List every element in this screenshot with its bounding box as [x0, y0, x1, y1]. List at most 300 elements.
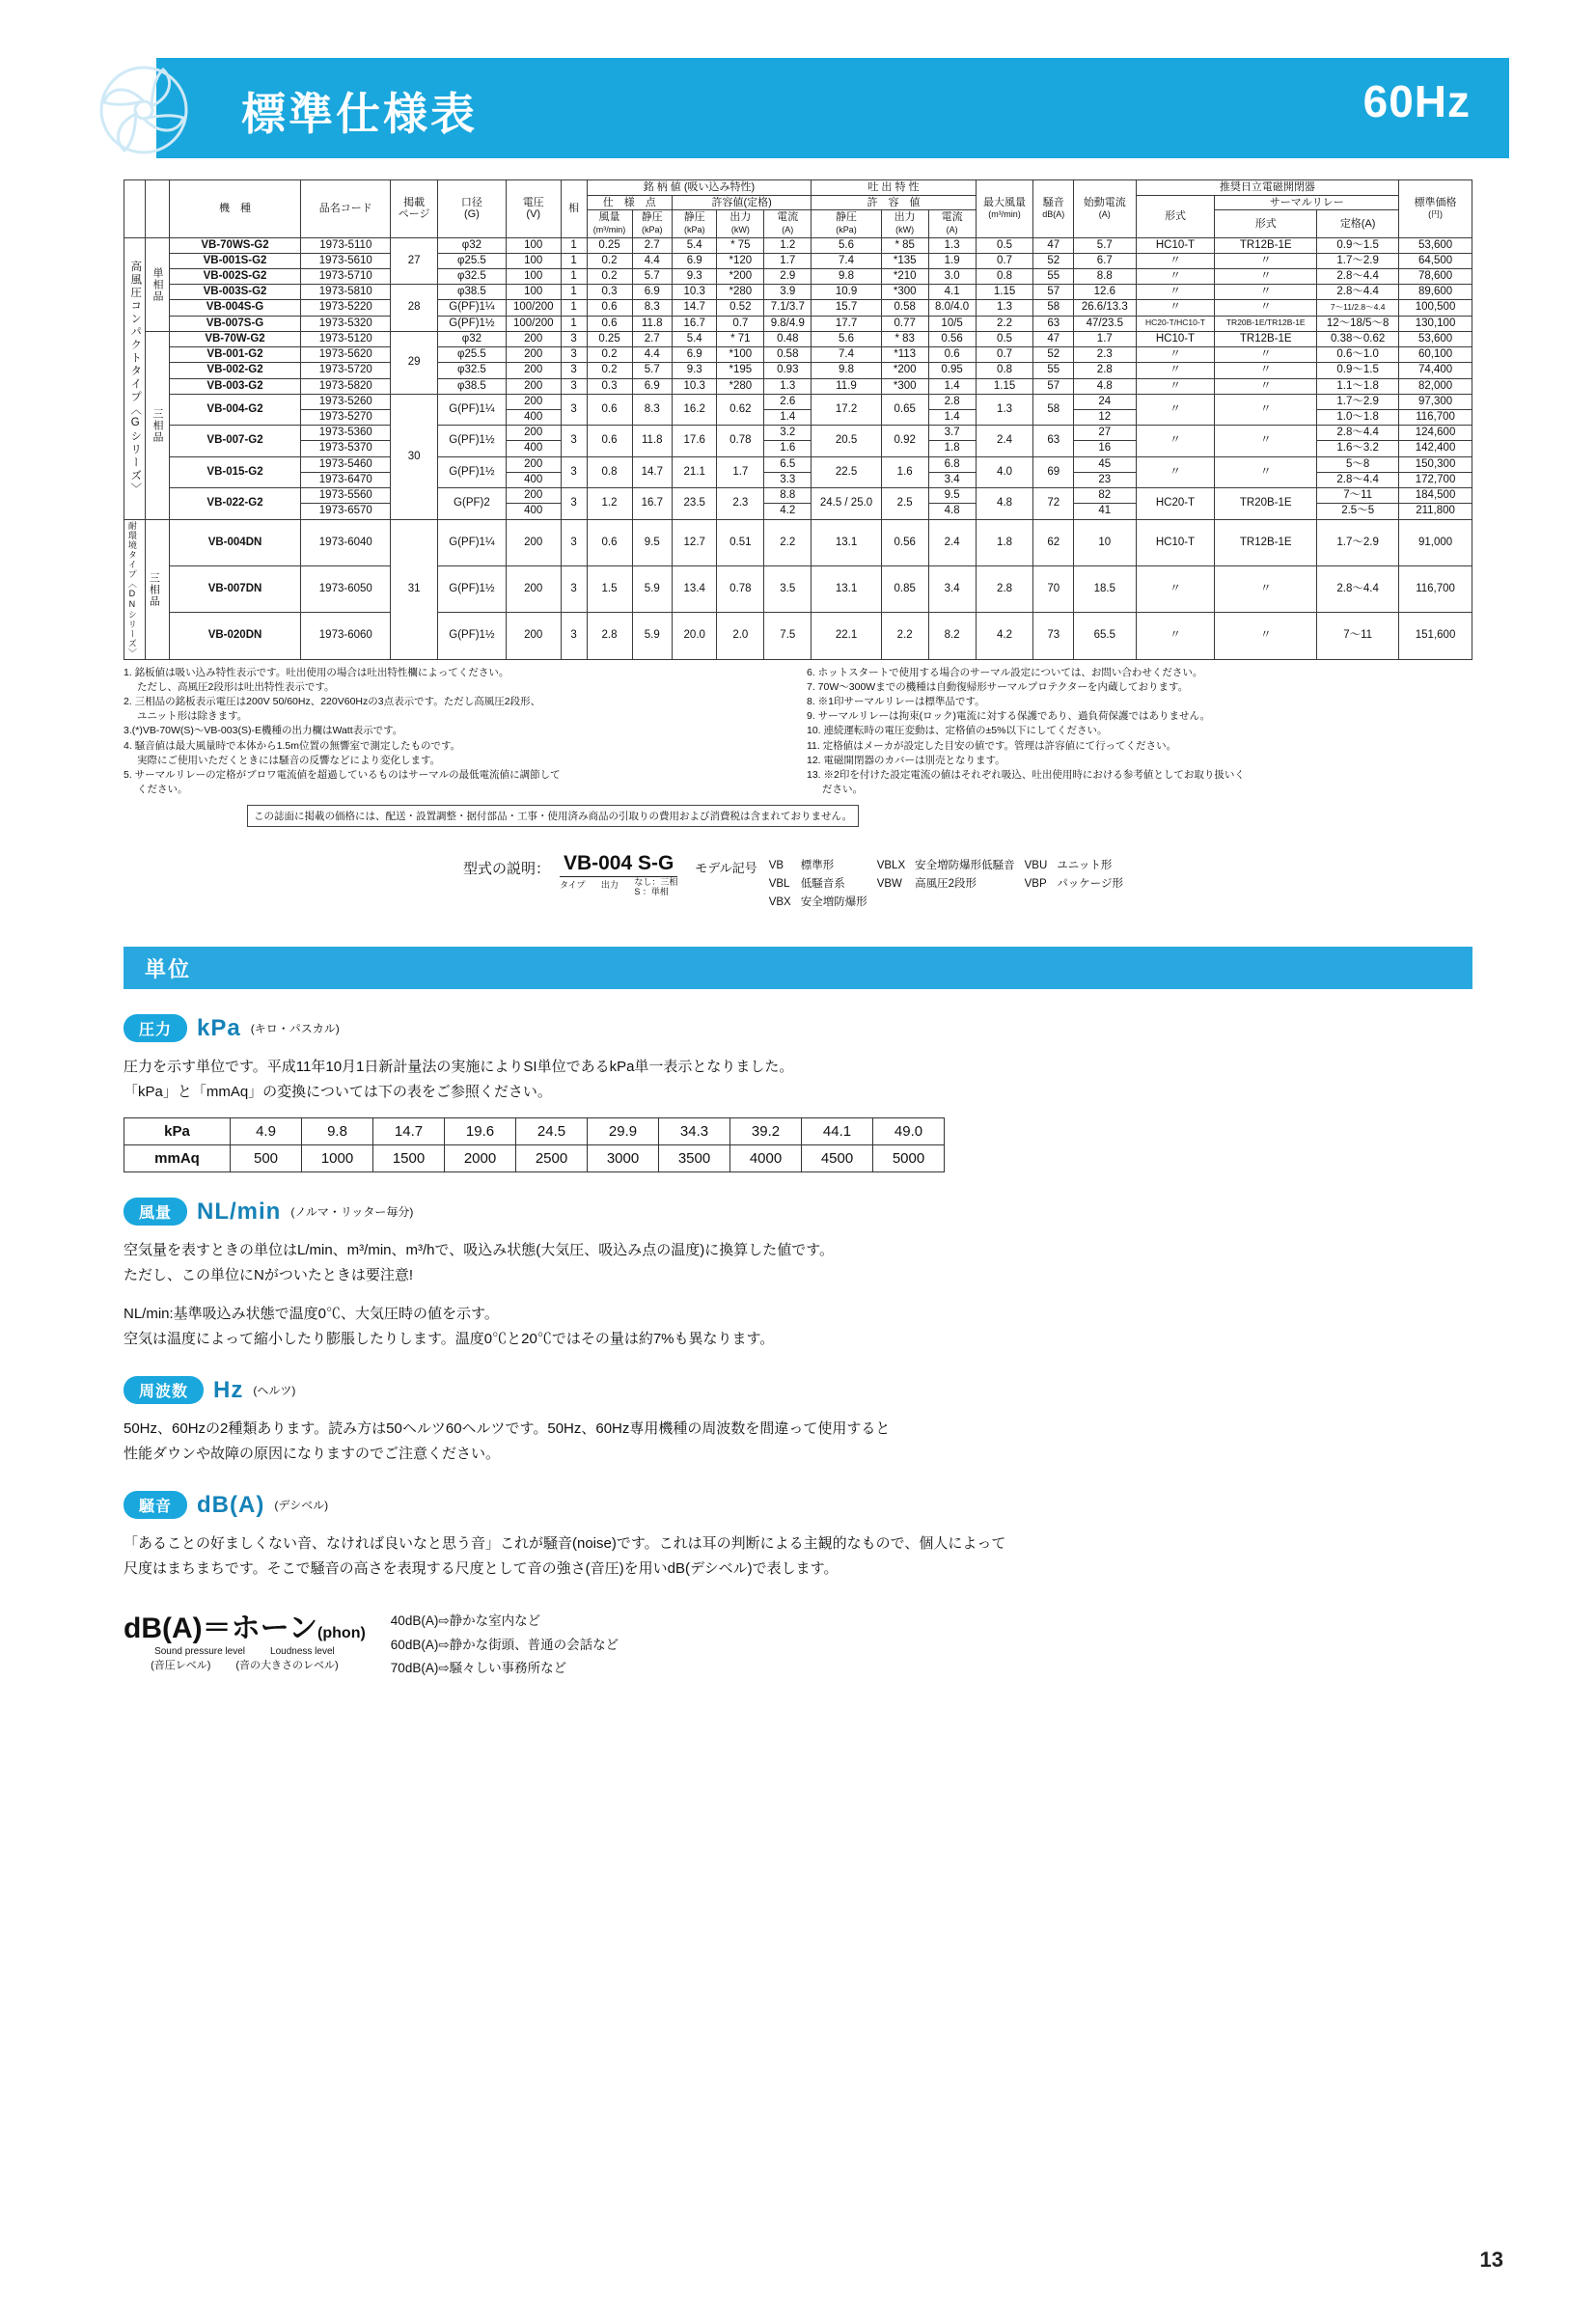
noise-formula-en — [124, 1646, 366, 1657]
cell-dis-press: 22.5 — [812, 456, 881, 487]
th-dis-power: 出力 (kW) — [881, 210, 928, 237]
cell-diameter: φ38.5 — [438, 285, 507, 300]
cell-startcurrent: 2.3 — [1073, 347, 1136, 363]
legend-desc: ユニット形 — [1057, 860, 1113, 872]
th-sou: 相 — [561, 180, 587, 238]
cell-startcurrent: 2.8 — [1073, 363, 1136, 378]
cell-dis-current: 3.7 — [928, 426, 976, 441]
note-line: 4. 騒音値は最大風量時で本体から1.5m位置の無響室で測定したものです。 — [124, 739, 461, 752]
cell-price: 60,100 — [1399, 347, 1472, 363]
notes-left — [124, 666, 789, 798]
cell-startcurrent: 24 — [1073, 394, 1136, 409]
cell-dis-current: 1.8 — [928, 441, 976, 456]
cell-thermal: 〃 — [1215, 285, 1317, 300]
cell-dis-current: 1.4 — [928, 378, 976, 394]
legend-code: VBL — [768, 878, 790, 891]
cell-startcurrent: 23 — [1073, 472, 1136, 487]
cell-current: 7.1/3.7 — [764, 300, 812, 316]
category-three-phase-dn: 三相品 — [146, 519, 169, 659]
cell-current: 0.93 — [764, 363, 812, 378]
cell-dis-current: 8.2 — [928, 613, 976, 659]
cell-maxflow: 2.8 — [976, 565, 1033, 612]
cell-phase: 3 — [561, 519, 587, 565]
cell-startcurrent: 26.6/13.3 — [1073, 300, 1136, 316]
cell-voltage: 200 — [506, 347, 561, 363]
cell-startcurrent: 5.7 — [1073, 237, 1136, 253]
cell-press1: 5.7 — [632, 269, 673, 285]
cell-thermal-rating: 1.6〜3.2 — [1317, 441, 1399, 456]
table-row — [124, 316, 1472, 331]
cell-breaker: HC10-T — [1136, 519, 1215, 565]
cell-dis-power: 0.56 — [881, 519, 928, 565]
cell-flow: 0.3 — [587, 285, 632, 300]
cell-code: 1973-5260 — [301, 394, 391, 409]
cell-diameter: φ32.5 — [438, 269, 507, 285]
note-line: 13. ※2印を付けた設定電流の値はそれぞれ吸込、吐出使用時における参考値としてお取り扱いく — [807, 769, 1245, 782]
table-row — [124, 300, 1472, 316]
table-row — [124, 456, 1472, 472]
cell-dis-press: 22.1 — [812, 613, 881, 659]
cell-diameter: G(PF)1¼ — [438, 394, 507, 425]
sound-pressure-level-en: Sound pressure level — [154, 1646, 246, 1658]
cell-maxflow: 4.0 — [976, 456, 1033, 487]
unit-section-band — [124, 947, 1472, 989]
cell-dis-power: 2.5 — [881, 488, 928, 519]
cell-model: VB-007S-G — [169, 316, 301, 331]
cell-startcurrent: 27 — [1073, 426, 1136, 441]
cell-press2: 5.4 — [673, 237, 717, 253]
legend-desc: 安全増防爆形 — [800, 896, 867, 908]
cell-noise: 52 — [1033, 347, 1074, 363]
cell-price: 130,100 — [1399, 316, 1472, 331]
legend-row — [769, 895, 1131, 911]
cell-dis-press: 17.7 — [812, 316, 881, 331]
cell-thermal: TR20B-1E/TR12B-1E — [1215, 316, 1317, 331]
pressure-text-2: 「kPa」と「mmAq」の変換については下の表をご参照ください。 — [124, 1084, 552, 1101]
cell-thermal-rating: 2.8〜4.4 — [1317, 472, 1399, 487]
th-hinban: 品名コード — [301, 180, 391, 238]
cell-current: 3.5 — [764, 565, 812, 612]
cell-breaker: HC20-T — [1136, 488, 1215, 519]
cell-diameter: G(PF)1½ — [438, 456, 507, 487]
frequency-pill: 周波数 — [124, 1376, 204, 1404]
cell-diameter: G(PF)1¼ — [438, 519, 507, 565]
cell-voltage: 100 — [506, 253, 561, 268]
cell-model: VB-004S-G — [169, 300, 301, 316]
table-row — [124, 613, 1472, 659]
cell-code: 1973-5620 — [301, 347, 391, 363]
cell-voltage: 200 — [506, 394, 561, 409]
cell-dis-press: 9.8 — [812, 269, 881, 285]
cell-phase: 3 — [561, 394, 587, 425]
model-code-phase: なし：三相 S ：単相 — [634, 877, 678, 896]
cell-price: 184,500 — [1399, 488, 1472, 504]
cell-dis-press: 11.9 — [812, 378, 881, 394]
cell-voltage: 200 — [506, 519, 561, 565]
table-row — [124, 331, 1472, 346]
cell-price: 74,400 — [1399, 363, 1472, 378]
cell-dis-press: 5.6 — [812, 237, 881, 253]
cell-flow: 0.6 — [587, 519, 632, 565]
table-row — [124, 237, 1472, 253]
note-line: 12. 電磁開閉器のカバーは別売となります。 — [807, 754, 1005, 766]
page-header — [87, 58, 1509, 158]
noise-formula-phon: (phon) — [317, 1625, 366, 1642]
model-marks-legend — [767, 852, 1133, 912]
conv-cell-kpa: 29.9 — [588, 1118, 659, 1145]
note-line: 10. 連続運転時の電圧変動は、定格値の±5%以下にしてください。 — [807, 725, 1108, 737]
cell-dis-power: * 85 — [881, 237, 928, 253]
cell-thermal-rating: 2.8〜4.4 — [1317, 426, 1399, 441]
cell-press2: 10.3 — [673, 378, 717, 394]
cell-power: 0.62 — [717, 394, 764, 425]
model-code-type: タイプ — [559, 880, 586, 891]
model-code-output: 出力 — [600, 880, 619, 891]
noise-subhead — [124, 1491, 1472, 1519]
conv-cell-kpa: 34.3 — [659, 1118, 730, 1145]
cell-thermal-rating: 2.8〜4.4 — [1317, 565, 1399, 612]
cell-voltage: 400 — [506, 472, 561, 487]
cell-startcurrent: 4.8 — [1073, 378, 1136, 394]
th-flow: 風量 (m³/min) — [587, 210, 632, 237]
flow-subhead — [124, 1198, 1472, 1226]
cell-dis-press: 15.7 — [812, 300, 881, 316]
cell-startcurrent: 1.7 — [1073, 331, 1136, 346]
pressure-subhead — [124, 1014, 1472, 1042]
cell-power: *280 — [717, 285, 764, 300]
cell-power: 1.7 — [717, 456, 764, 487]
cell-press2: 5.4 — [673, 331, 717, 346]
cell-current: 1.2 — [764, 237, 812, 253]
cell-thermal: 〃 — [1215, 394, 1317, 425]
cell-press2: 20.0 — [673, 613, 717, 659]
cell-flow: 0.2 — [587, 269, 632, 285]
cell-startcurrent: 12.6 — [1073, 285, 1136, 300]
th-maxflow: 最大風量 (m³/min) — [976, 180, 1033, 238]
cell-code: 1973-5270 — [301, 409, 391, 425]
cell-dis-current: 1.3 — [928, 237, 976, 253]
model-explanation — [124, 852, 1472, 912]
cell-noise: 69 — [1033, 456, 1074, 487]
cell-power: 0.51 — [717, 519, 764, 565]
cell-dis-current: 4.8 — [928, 504, 976, 519]
cell-noise: 62 — [1033, 519, 1074, 565]
cell-flow: 0.8 — [587, 456, 632, 487]
cell-phase: 1 — [561, 316, 587, 331]
legend-desc: 低騒音系 — [800, 878, 845, 891]
cell-press2: 16.2 — [673, 394, 717, 425]
cell-dis-press: 17.2 — [812, 394, 881, 425]
cell-power: 2.3 — [717, 488, 764, 519]
cell-voltage: 100 — [506, 285, 561, 300]
th-thermal: サーマルリレー — [1215, 195, 1399, 210]
th-breaker-type: 形式 — [1136, 195, 1215, 237]
cell-dis-current: 0.95 — [928, 363, 976, 378]
table-row — [124, 285, 1472, 300]
cell-diameter: G(PF)1½ — [438, 565, 507, 612]
cell-noise: 47 — [1033, 237, 1074, 253]
noise-examples — [391, 1604, 619, 1680]
noise-pill: 騒音 — [124, 1491, 187, 1519]
pressure-unit-reading: (キロ・パスカル) — [250, 1022, 340, 1036]
cell-breaker: HC20-T/HC10-T — [1136, 316, 1215, 331]
cell-voltage: 100/200 — [506, 300, 561, 316]
cell-voltage: 200 — [506, 613, 561, 659]
cell-press2: 6.9 — [673, 253, 717, 268]
cell-thermal: 〃 — [1215, 378, 1317, 394]
cell-press2: 6.9 — [673, 347, 717, 363]
cell-price: 91,000 — [1399, 519, 1472, 565]
sound-pressure-level-jp: (音圧レベル) — [151, 1660, 211, 1672]
loudness-level-jp: (音の大きさのレベル) — [235, 1660, 339, 1672]
cell-current: 0.48 — [764, 331, 812, 346]
cell-diameter: φ25.5 — [438, 347, 507, 363]
cell-code: 1973-5720 — [301, 363, 391, 378]
th-noise: 騒音 dB(A) — [1033, 180, 1074, 238]
cell-flow: 0.2 — [587, 363, 632, 378]
fan-icon — [87, 64, 201, 156]
cell-flow: 0.6 — [587, 394, 632, 425]
cell-thermal-rating: 2.5〜5 — [1317, 504, 1399, 519]
cell-voltage: 100/200 — [506, 316, 561, 331]
cell-price: 116,700 — [1399, 409, 1472, 425]
cell-voltage: 200 — [506, 378, 561, 394]
cell-price: 97,300 — [1399, 394, 1472, 409]
cell-current: 1.4 — [764, 409, 812, 425]
table-row — [124, 269, 1472, 285]
conv-cell-kpa: 49.0 — [873, 1118, 945, 1145]
cell-diameter: φ32 — [438, 237, 507, 253]
cell-maxflow: 0.8 — [976, 363, 1033, 378]
cell-phase: 3 — [561, 378, 587, 394]
cell-dis-current: 0.56 — [928, 331, 976, 346]
cell-breaker: 〃 — [1136, 269, 1215, 285]
cell-flow: 1.2 — [587, 488, 632, 519]
conv-label-kpa: kPa — [124, 1118, 231, 1145]
cell-press2: 17.6 — [673, 426, 717, 456]
cell-model: VB-022-G2 — [169, 488, 301, 519]
cell-current: 1.3 — [764, 378, 812, 394]
cell-diameter: G(PF)1½ — [438, 316, 507, 331]
th-power: 出力 (kW) — [717, 210, 764, 237]
cell-startcurrent: 18.5 — [1073, 565, 1136, 612]
cell-price: 78,600 — [1399, 269, 1472, 285]
cell-phase: 3 — [561, 488, 587, 519]
cell-code: 1973-5220 — [301, 300, 391, 316]
noise-unit: dB(A) — [197, 1491, 265, 1518]
cell-power: 0.7 — [717, 316, 764, 331]
cell-maxflow: 0.5 — [976, 331, 1033, 346]
frequency-unit-reading: (ヘルツ) — [253, 1384, 296, 1398]
cell-thermal: 〃 — [1215, 426, 1317, 456]
cell-press2: 9.3 — [673, 269, 717, 285]
cell-code: 1973-5820 — [301, 378, 391, 394]
cell-current: 2.6 — [764, 394, 812, 409]
legend-desc: 標準形 — [800, 860, 835, 872]
cell-voltage: 200 — [506, 565, 561, 612]
cell-thermal-rating: 2.8〜4.4 — [1317, 269, 1399, 285]
flow-text-3: NL/min:基準吸込み状態で温度0℃、大気圧時の値を示す。 — [124, 1306, 499, 1323]
cell-price: 100,500 — [1399, 300, 1472, 316]
cell-press1: 5.9 — [632, 613, 673, 659]
spec-table-wrap — [124, 179, 1472, 660]
cell-dis-press: 10.9 — [812, 285, 881, 300]
cell-code: 1973-5120 — [301, 331, 391, 346]
cell-dis-current: 3.4 — [928, 565, 976, 612]
cell-power: 0.52 — [717, 300, 764, 316]
cell-phase: 1 — [561, 237, 587, 253]
cell-thermal-rating: 1.7〜2.9 — [1317, 253, 1399, 268]
cell-press1: 2.7 — [632, 237, 673, 253]
cell-thermal-rating: 7〜11 — [1317, 613, 1399, 659]
th-kishu: 機 種 — [169, 180, 301, 238]
price-disclaimer-wrap — [124, 801, 1472, 827]
cell-press1: 16.7 — [632, 488, 673, 519]
conv-cell-mmaq: 3500 — [659, 1145, 730, 1172]
th-shiyoten: 仕 様 点 — [587, 195, 673, 210]
table-row — [124, 363, 1472, 378]
cell-maxflow: 0.7 — [976, 253, 1033, 268]
cell-thermal-rating: 7〜11/2.8〜4.4 — [1317, 300, 1399, 316]
model-marks-label: モデル記号 — [695, 861, 757, 876]
cell-dis-press: 7.4 — [812, 253, 881, 268]
cell-maxflow: 1.15 — [976, 285, 1033, 300]
table-row — [124, 565, 1472, 612]
model-code-example: VB-004 S-G — [560, 852, 677, 877]
note-line: 実際にご使用いただくときには騒音の反響などにより変化します。 — [137, 754, 441, 766]
cell-thermal: 〃 — [1215, 565, 1317, 612]
cell-noise: 55 — [1033, 269, 1074, 285]
cell-dis-press: 7.4 — [812, 347, 881, 363]
cell-thermal: TR20B-1E — [1215, 488, 1317, 519]
conv-cell-mmaq: 1500 — [373, 1145, 445, 1172]
cell-current: 2.9 — [764, 269, 812, 285]
cell-breaker: 〃 — [1136, 426, 1215, 456]
pressure-pill: 圧力 — [124, 1014, 187, 1042]
note-line: 8. ※1印サーマルリレーは標準品です。 — [807, 695, 985, 707]
series-label-dn: 耐環境タイプ〈DNシリーズ〉 — [124, 519, 146, 659]
legend-code — [877, 895, 913, 911]
pressure-unit: kPa — [197, 1014, 241, 1041]
cell-thermal: 〃 — [1215, 456, 1317, 487]
cell-thermal: 〃 — [1215, 613, 1317, 659]
spec-table-body — [124, 237, 1472, 659]
cell-thermal-rating: 0.6〜1.0 — [1317, 347, 1399, 363]
cell-dis-press: 13.1 — [812, 519, 881, 565]
frequency-text-2: 性能ダウンや故障の原因になりますのでご注意ください。 — [124, 1446, 501, 1463]
cell-dis-current: 2.4 — [928, 519, 976, 565]
conv-cell-mmaq: 2000 — [445, 1145, 516, 1172]
th-current: 電流 (A) — [764, 210, 812, 237]
cell-press1: 4.4 — [632, 347, 673, 363]
th-thermal-type: 形式 — [1215, 210, 1317, 237]
cell-price: 53,600 — [1399, 237, 1472, 253]
legend-code — [1025, 895, 1056, 911]
cell-dis-press: 5.6 — [812, 331, 881, 346]
cell-thermal-rating: 0.38〜0.62 — [1317, 331, 1399, 346]
notes-right — [807, 666, 1472, 798]
cell-dis-current: 4.1 — [928, 285, 976, 300]
cell-noise: 63 — [1033, 316, 1074, 331]
table-row — [124, 519, 1472, 565]
cell-model: VB-001S-G2 — [169, 253, 301, 268]
th-price: 標準価格 (円) — [1399, 180, 1472, 238]
cell-dis-current: 8.0/4.0 — [928, 300, 976, 316]
cell-startcurrent: 45 — [1073, 456, 1136, 472]
cell-voltage: 400 — [506, 441, 561, 456]
spec-table — [124, 179, 1472, 660]
cell-thermal: TR12B-1E — [1215, 237, 1317, 253]
cell-current: 9.8/4.9 — [764, 316, 812, 331]
cell-power: 0.78 — [717, 565, 764, 612]
cell-thermal-rating: 2.8〜4.4 — [1317, 285, 1399, 300]
cell-dis-press: 13.1 — [812, 565, 881, 612]
cell-code: 1973-6060 — [301, 613, 391, 659]
cell-page: 31 — [391, 519, 438, 659]
cell-code: 1973-6570 — [301, 504, 391, 519]
cell-power: 2.0 — [717, 613, 764, 659]
cell-noise: 58 — [1033, 394, 1074, 425]
conv-cell-kpa: 44.1 — [802, 1118, 873, 1145]
noise-text-2: 尺度はまちまちです。そこで騒音の高さを表現する尺度として音の強さ(音圧)を用いdB(デシベル)で表します。 — [124, 1560, 839, 1578]
cell-code: 1973-6470 — [301, 472, 391, 487]
page-number: 13 — [1479, 2247, 1503, 2272]
loudness-level-en: Loudness level — [270, 1646, 335, 1658]
th-thermal-rating: 定格(A) — [1317, 210, 1399, 237]
cell-maxflow: 0.7 — [976, 347, 1033, 363]
cell-current: 0.58 — [764, 347, 812, 363]
cell-press2: 12.7 — [673, 519, 717, 565]
flow-unit: NL/min — [197, 1198, 282, 1225]
pressure-text-1: 圧力を示す単位です。平成11年10月1日新計量法の実施によりSI単位であるkPa単一表示となりました。 — [124, 1059, 794, 1076]
cell-price: 64,500 — [1399, 253, 1472, 268]
cell-diameter: G(PF)1½ — [438, 613, 507, 659]
cell-breaker: 〃 — [1136, 347, 1215, 363]
cell-model: VB-020DN — [169, 613, 301, 659]
cell-diameter: G(PF)2 — [438, 488, 507, 519]
cell-thermal-rating: 0.9〜1.5 — [1317, 363, 1399, 378]
cell-startcurrent: 65.5 — [1073, 613, 1136, 659]
cell-voltage: 400 — [506, 504, 561, 519]
cell-dis-power: 2.2 — [881, 613, 928, 659]
cell-price: 172,700 — [1399, 472, 1472, 487]
legend-row — [769, 858, 1131, 874]
cell-thermal-rating: 1.0〜1.8 — [1317, 409, 1399, 425]
cell-thermal-rating: 1.7〜2.9 — [1317, 394, 1399, 409]
conv-cell-kpa: 19.6 — [445, 1118, 516, 1145]
flow-text-4: 空気は温度によって縮小したり膨脹したりします。温度0℃と20℃ではその量は約7%も異なります。 — [124, 1331, 775, 1348]
cell-page: 30 — [391, 394, 438, 519]
cell-startcurrent: 16 — [1073, 441, 1136, 456]
cell-power: *195 — [717, 363, 764, 378]
note-line: ただし、高風圧2段形は吐出特性表示です。 — [137, 680, 335, 693]
cell-startcurrent: 12 — [1073, 409, 1136, 425]
th-kyoyochi2: 許 容 値 — [812, 195, 976, 210]
noise-text-1: 「あることの好ましくない音、なければ良いなと思う音」これが騒音(noise)です。これは耳の判断による主観的なもので、個人によって — [124, 1535, 1006, 1553]
cell-current: 1.7 — [764, 253, 812, 268]
page-title: 標準仕様表 — [241, 89, 478, 139]
cell-model: VB-002-G2 — [169, 363, 301, 378]
cell-diameter: φ25.5 — [438, 253, 507, 268]
cell-maxflow: 1.15 — [976, 378, 1033, 394]
table-row — [124, 347, 1472, 363]
price-disclaimer: この誌面に掲載の価格には、配送・設置調整・据付部品・工事・使用済み商品の引取りの費用および消費税は含まれておりません。 — [247, 805, 859, 827]
cell-dis-current: 1.9 — [928, 253, 976, 268]
cell-breaker: HC10-T — [1136, 331, 1215, 346]
cell-press1: 14.7 — [632, 456, 673, 487]
cell-thermal-rating: 12〜18/5〜8 — [1317, 316, 1399, 331]
cell-phase: 3 — [561, 565, 587, 612]
